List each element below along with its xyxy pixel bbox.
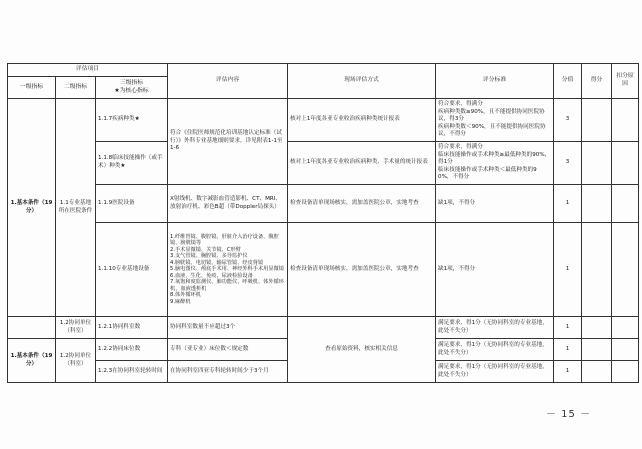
- standard-cell: 符合要求，得满分 疾病种类数≥90%，且不能提供协同医院协议，得3分 疾病种类数＜90%，且不能提供协同医院协议，不得分: [436, 99, 554, 142]
- standard-cell: 满足要求，得1分（无协同科室的专业基地，此处不失分）: [436, 361, 554, 383]
- content-cell: 在协同科室四亚专科轮转时间少于3个月: [168, 361, 288, 383]
- level2-cell: 1.2协同单位（科室）: [56, 339, 96, 383]
- standard-cell: 满足要求，得1分（无协同科室的专业基地，此处不失分）: [436, 339, 554, 361]
- standard-cell: 满足要求，得1分（无协同科室的专业基地，此处不失分）: [436, 317, 554, 339]
- header-deduct: 扣分原因: [612, 64, 639, 99]
- points-cell: 1: [554, 223, 582, 317]
- level1-cell: 1.基本条件（19分）: [8, 99, 56, 317]
- points-cell: 1: [554, 361, 582, 383]
- score-cell: [582, 361, 612, 383]
- method-cell: 检查设备清单现场核实，需加盖医院公章，实地考查: [288, 223, 436, 317]
- score-cell: [582, 185, 612, 223]
- level3-cell: 1.2.1协同科室数: [96, 317, 168, 339]
- deduct-cell: [612, 361, 639, 383]
- score-cell: [582, 142, 612, 185]
- score-cell: [582, 99, 612, 142]
- level2-cell: 1.2协同单位（科室）: [56, 317, 96, 339]
- deduct-cell: [612, 339, 639, 361]
- content-cell: 1.纤维胃镜、腹腔镜、肝脏介入治疗设备、腹腔镜、膀胱镜等 2.手术显微镜、关节镜、C形臂 3.支气管镜、胸腔镜、多导监护仪 4.膀胱镜、电切镜、输尿管镜、经皮肾镜 5.脑电图仪、颅底手术用、神经外科手术用显微镜 6.血液、生化、免疫、尿液检验设备 7.氧饱和度监测仪、肺功能仪、呼吸机、体外循环机、血液透析机 8.体外循环机 9.麻醉机: [168, 223, 288, 317]
- score-cell: [582, 339, 612, 361]
- table-row: [8, 317, 639, 339]
- evaluation-table: [7, 63, 639, 383]
- standard-cell: 缺1项，不得分: [436, 223, 554, 317]
- score-cell: [582, 223, 612, 317]
- header-content: 评估内容: [168, 64, 288, 99]
- header-level2: 二级指标: [56, 77, 96, 99]
- table-row: [8, 185, 639, 223]
- level1-cell-empty: [8, 317, 56, 339]
- method-cell: 查看原始资料，核实相关信息: [288, 317, 436, 383]
- header-method: 现场评估方式: [288, 64, 436, 99]
- table-row: [8, 99, 639, 142]
- header-level3-line1: 三级指标: [119, 79, 144, 86]
- points-cell: 1: [554, 317, 582, 339]
- points-cell: 1: [554, 339, 582, 361]
- deduct-cell: [612, 142, 639, 185]
- level3-cell: 1.2.2协同床位数: [96, 339, 168, 361]
- header-level3: [96, 77, 168, 99]
- deduct-cell: [612, 317, 639, 339]
- standard-cell: 符合要求，得满分 临床技能操作或手术种类≥最低种类的90%，得1分 临床技能操作或手术种类＜最低种类的90%，不得分: [436, 142, 554, 185]
- header-points: 分值: [554, 64, 582, 99]
- level3-cell: 1.1.8临床技能操作（或手术）种类★: [96, 142, 168, 185]
- header-level3-line2: ★为核心指标: [114, 87, 149, 94]
- method-cell: 核对上1年度各亚专业收治疾病种类统计报表: [288, 99, 436, 142]
- content-cell: 符合《住院医师规范化培训基地认定标准（试行）》外科专业基地细则要求，详见附表1-1至1-6: [168, 99, 288, 185]
- content-cell: 协同科室数量不应超过3个: [168, 317, 288, 339]
- deduct-cell: [612, 223, 639, 317]
- points-cell: 3: [554, 99, 582, 142]
- score-cell: [582, 317, 612, 339]
- deduct-cell: [612, 185, 639, 223]
- header-level1: 一级指标: [8, 77, 56, 99]
- method-cell: 检查设备清单现场核实，需加盖医院公章，实地考查: [288, 185, 436, 223]
- level3-cell: 1.1.10专业基地设备: [96, 223, 168, 317]
- level3-cell: 1.2.3在协同科室轮转时间: [96, 361, 168, 383]
- level2-cell: 1.1专业基地所在医院条件: [56, 99, 96, 317]
- header-group-label: 评估项目: [8, 64, 168, 77]
- method-cell: 核对上1年度各亚专业收治疾病种类、手术量的统计报表: [288, 142, 436, 185]
- header-row-group: [8, 64, 639, 77]
- table-row: [8, 142, 639, 185]
- content-cell: X射线机、数字减影血管造影机、CT、MRI、放射治疗机、彩色B超（带Doppler局探头）: [168, 185, 288, 223]
- table-row: [8, 223, 639, 317]
- deduct-cell: [612, 99, 639, 142]
- header-standard: 评分标准: [436, 64, 554, 99]
- level3-cell: 1.1.9医院设备: [96, 185, 168, 223]
- content-cell: 专科（亚专业）床位数＜规定数: [168, 339, 288, 361]
- points-cell: 3: [554, 142, 582, 185]
- level3-cell: 1.1.7疾病种类★: [96, 99, 168, 142]
- points-cell: 1: [554, 185, 582, 223]
- level1-cell: 1.基本条件（19分）: [8, 339, 56, 383]
- page-number: － 15 －: [546, 409, 592, 420]
- standard-cell: 缺1项，不得分: [436, 185, 554, 223]
- header-score: 得分: [582, 64, 612, 99]
